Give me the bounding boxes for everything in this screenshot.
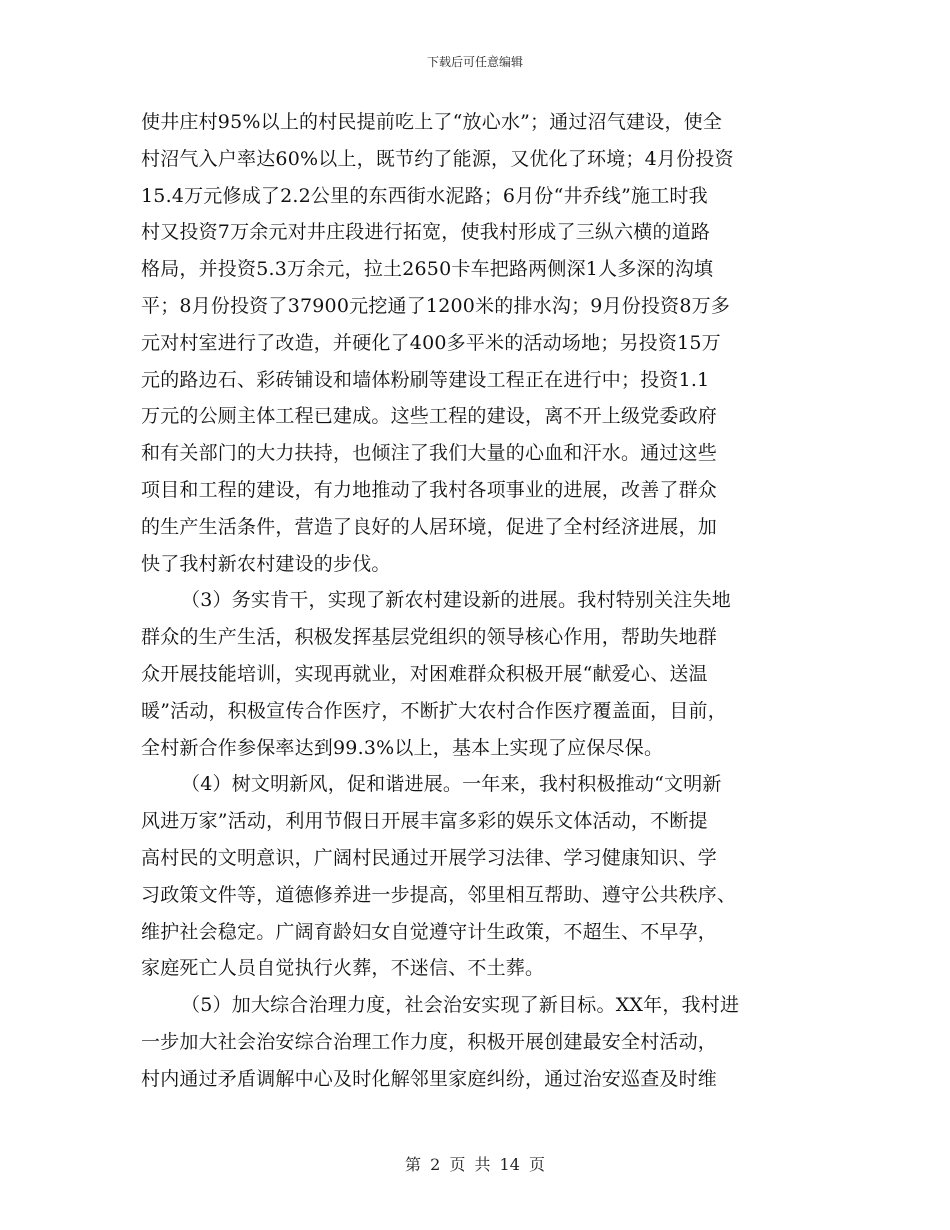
text-line: 维护社会稳定。广阔育龄妇女自觉遵守计生政策，不超生、不早孕，: [141, 920, 718, 943]
page-header: 下载后可任意编辑: [426, 55, 523, 69]
text-line: 元的路边石、彩砖铺设和墙体粉刷等建设工程正在进行中；投资1.1: [141, 368, 710, 391]
text-line: 全村新合作参保率达到99.3%以上，基本上实现了应保尽保。: [141, 736, 664, 759]
text-line: 村沼气入户率达60%以上，既节约了能源，又优化了环境；4月份投资: [141, 147, 734, 170]
paragraph-3-start: （3）务实肯干，实现了新农村建设新的进展。我村特别关注失地: [181, 589, 731, 612]
text-line: 习政策文件等，道德修养进一步提高，邻里相互帮助、遵守公共秩序、: [141, 883, 737, 906]
text-line: 家庭死亡人员自觉执行火葬，不迷信、不土葬。: [141, 957, 545, 980]
text-line: 暖”活动，积极宣传合作医疗，不断扩大农村合作医疗覆盖面，目前，: [141, 699, 727, 722]
text-line: 一步加大社会治安综合治理工作力度，积极开展创建最安全村活动，: [141, 1030, 718, 1053]
text-line: 格局，并投资5.3万余元，拉土2650卡车把路两侧深1人多深的沟填: [141, 258, 714, 281]
text-line: 万元的公厕主体工程已建成。这些工程的建设，离不开上级党委政府: [141, 405, 718, 428]
text-line: 村又投资7万余元对井庄段进行拓宽，使我村形成了三纵六横的道路: [141, 221, 711, 244]
text-line: 风进万家”活动，利用节假日开展丰富多彩的娱乐文体活动，不断提: [141, 810, 708, 833]
text-line: 的生产生活条件，营造了良好的人居环境，促进了全村经济进展，加: [141, 515, 718, 538]
paragraph-5-start: （5）加大综合治理力度，社会治安实现了新目标。XX年，我村进: [181, 994, 740, 1017]
text-line: 项目和工程的建设，有力地推动了我村各项事业的进展，改善了群众: [141, 478, 718, 501]
text-line: 使井庄村95%以上的村民提前吃上了“放心水”；通过沼气建设，使全: [141, 111, 723, 133]
text-line: 众开展技能培训，实现再就业，对困难群众积极开展“献爱心、送温: [141, 662, 708, 685]
text-line: 和有关部门的大力扶持，也倾注了我们大量的心血和汗水。通过这些: [141, 442, 718, 465]
text-line: 快了我村新农村建设的步伐。: [141, 552, 391, 575]
paragraph-4-start: （4）树文明新风，促和谐进展。一年来，我村积极推动“文明新: [181, 773, 722, 796]
text-line: 15.4万元修成了2.2公里的东西街水泥路；6月份“井乔线”施工时我: [141, 184, 708, 207]
text-line: 群众的生产生活，积极发挥基层党组织的领导核心作用，帮助失地群: [141, 626, 718, 649]
text-line: 高村民的文明意识，广阔村民通过开展学习法律、学习健康知识、学: [141, 846, 718, 869]
text-line: 村内通过矛盾调解中心及时化解邻里家庭纠纷，通过治安巡查及时维: [141, 1067, 718, 1090]
text-line: 平；8月份投资了37900元挖通了1200米的排水沟；9月份投资8万多: [141, 294, 731, 317]
text-line: 元对村室进行了改造，并硬化了400多平米的活动场地；另投资15万: [141, 331, 721, 354]
page-number-footer: 第 2 页 共 14 页: [405, 1155, 545, 1174]
document-body: [141, 104, 811, 1098]
